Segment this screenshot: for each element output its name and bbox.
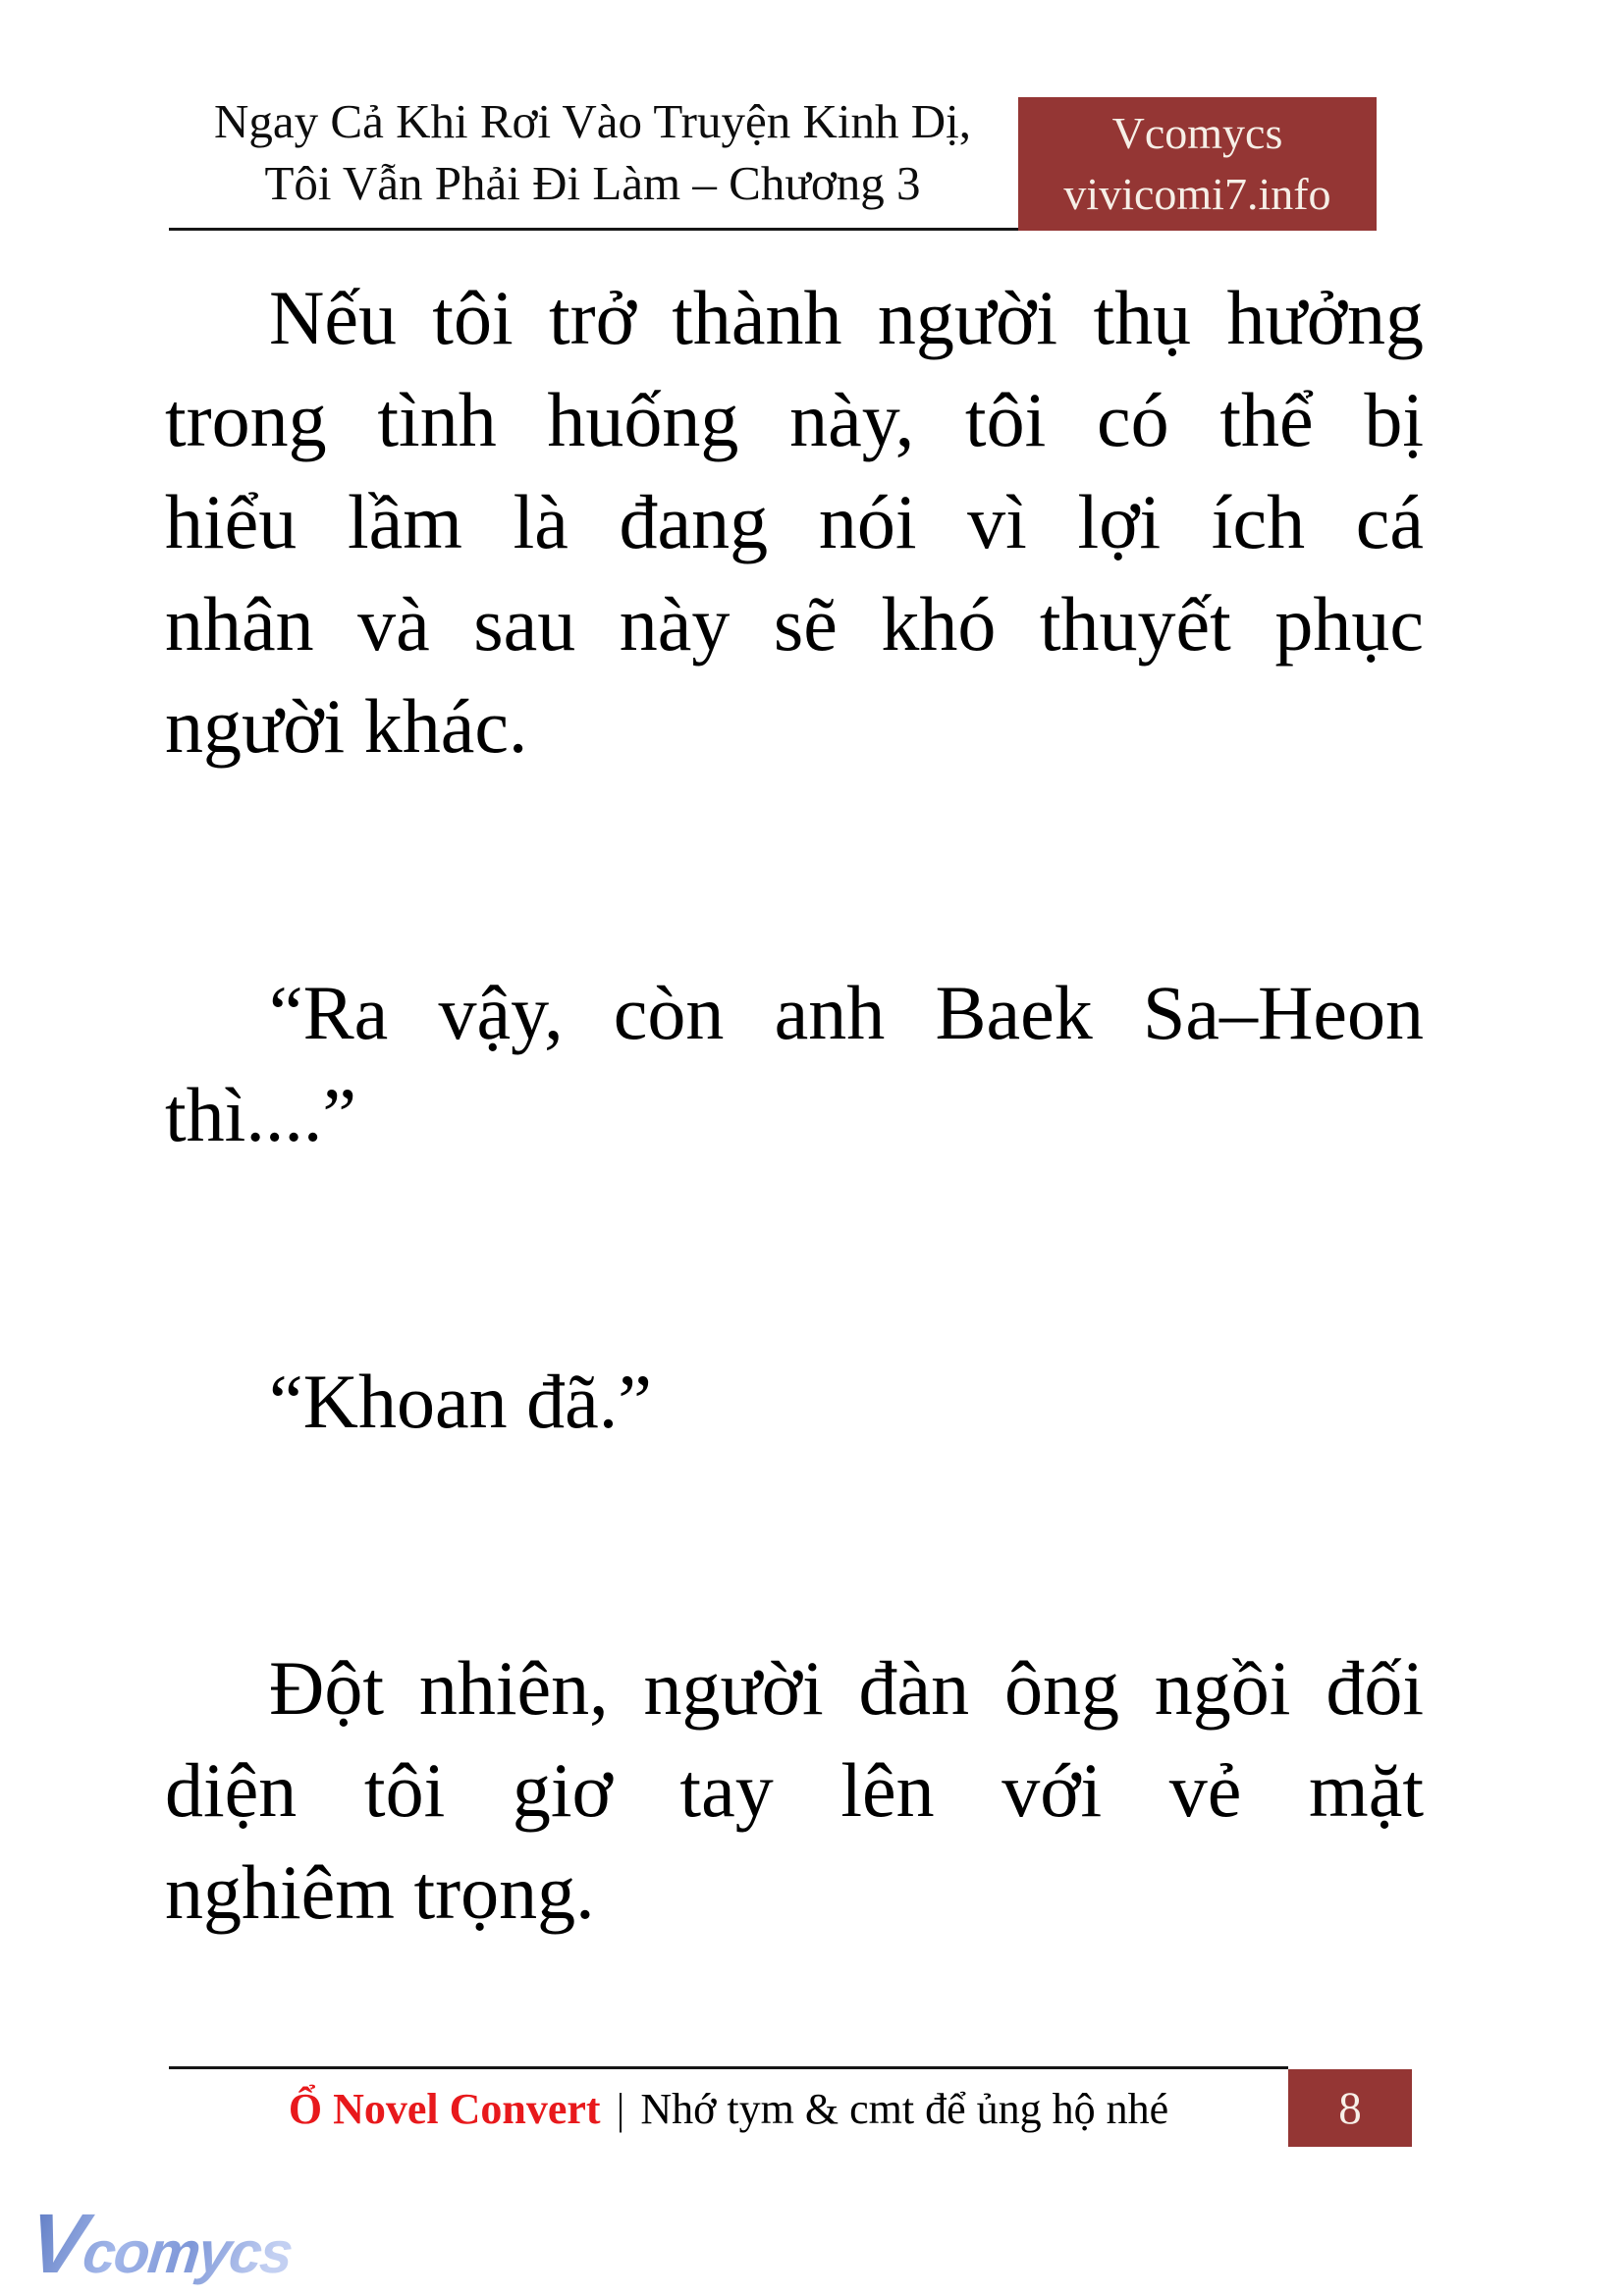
text-line: Đột nhiên, người đàn ông ngồi đối: [269, 1645, 1424, 1731]
text-line: diện tôi giơ tay lên với vẻ mặt: [165, 1747, 1424, 1833]
header-rule: [169, 228, 1018, 231]
chapter-title-line2: Tôi Vẫn Phải Đi Làm – Chương 3: [264, 156, 921, 210]
paragraph: [165, 267, 1424, 777]
text-line: “Ra vậy, còn anh Baek Sa–Heon: [269, 970, 1424, 1055]
text-line: trong tình huống này, tôi có thể bị: [165, 377, 1424, 462]
paragraph: [165, 962, 1424, 1166]
text-line: “Khoan đã.”: [269, 1359, 652, 1444]
footer-separator: |: [616, 2085, 625, 2133]
chapter-title-line1: Ngay Cả Khi Rơi Vào Truyện Kinh Dị,: [214, 94, 971, 148]
text-line: Nếu tôi trở thành người thụ hưởng: [269, 275, 1424, 360]
site-badge: [1018, 97, 1377, 231]
site-badge-name: Vcomycs: [1111, 108, 1283, 158]
paragraph: [165, 1637, 1424, 1944]
text-line: thì....”: [165, 1072, 356, 1157]
site-badge-url: vivicomi7.info: [1063, 169, 1331, 219]
footer-credit: [169, 2074, 1288, 2145]
vcomycs-logo: Vcomycs: [25, 2197, 295, 2291]
footer-brand: Ổ Novel Convert: [288, 2085, 601, 2133]
text-line: hiểu lầm là đang nói vì lợi ích cá: [165, 479, 1424, 564]
page-body: [165, 267, 1424, 1944]
footer-note: Nhớ tym & cmt để ủng hộ nhé: [640, 2085, 1169, 2133]
text-line: nhân và sau này sẽ khó thuyết phục: [165, 581, 1424, 667]
page-number: 8: [1338, 2082, 1362, 2134]
text-line: nghiêm trọng.: [165, 1849, 595, 1935]
text-line: người khác.: [165, 683, 528, 769]
chapter-title: [167, 90, 1018, 214]
paragraph: [165, 1351, 1424, 1453]
page-number-badge: [1288, 2069, 1412, 2147]
footer-rule: [169, 2066, 1288, 2069]
